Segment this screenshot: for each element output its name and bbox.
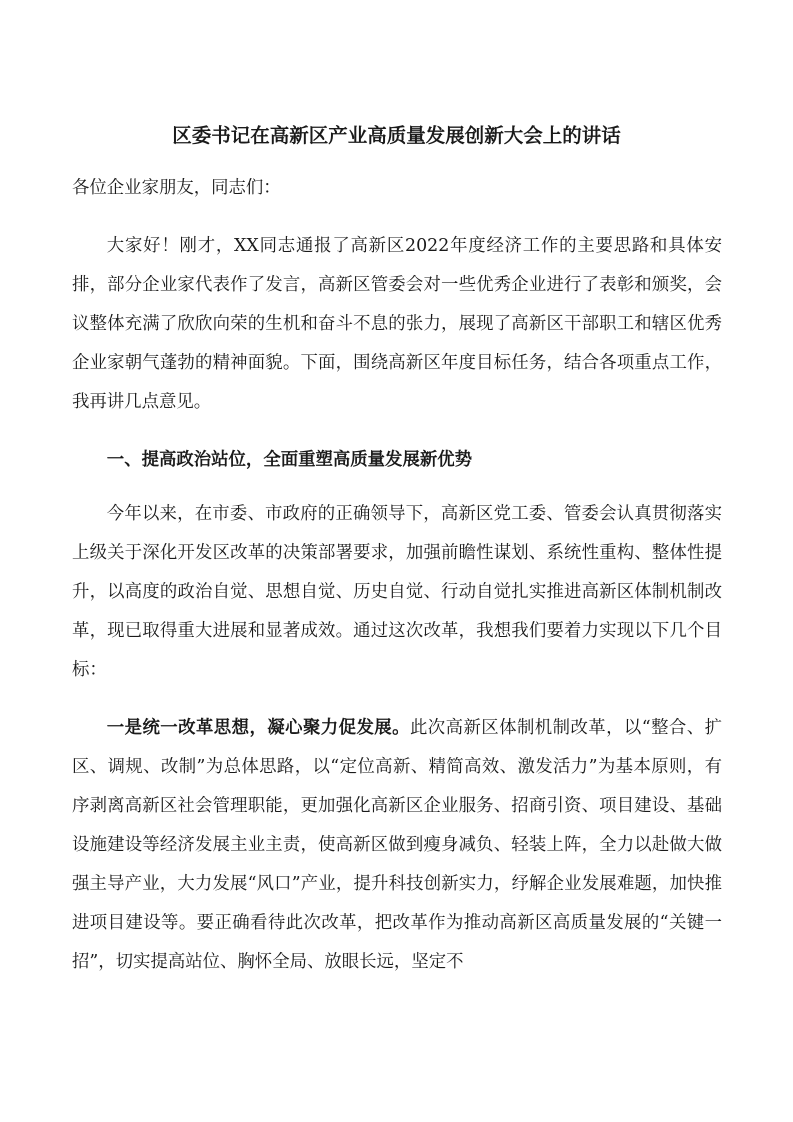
point-1-lead: 一是统一改革思想，凝心聚力促发展。 [106,718,410,738]
intro-paragraph: 大家好！刚才，XX同志通报了高新区2022年度经济工作的主要思路和具体安排，部分企业家代表作了发言，高新区管委会对一些优秀企业进行了表彰和颁奖，会议整体充满了欣欣向荣的生机和奋斗不息的张力，展现了高新区干部职工和辖区优秀企业家朝气蓬勃的精神面貌。下面，围绕高新区年度目标任务，结合各项重点工作，我再讲几点意见。 [72,236,722,412]
salutation: 各位企业家朋友，同志们： [72,178,281,198]
point-1-paragraph [72,709,722,982]
section-1-heading: 一、提高政治站位，全面重塑高质量发展新优势 [106,450,473,470]
document-title: 区委书记在高新区产业高质量发展创新大会上的讲话 [172,124,621,147]
point-1-text: 此次高新区体制机制改革，以“整合、扩区、调规、改制”为总体思路，以“定位高新、精简高效、激发活力”为基本原则，有序剥离高新区社会管理职能，更加强化高新区企业服务、招商引资、项目建设、基础设施建设等经济发展主业主责，使高新区做到瘦身减负、轻装上阵，全力以赴做大做强主导产业，大力发展“风口”产业，提升科技创新实力，纾解企业发展难题，加快推进项目建设等。要正确看待此次改革，把改革作为推动高新区高质量发展的“关键一招”，切实提高站位、胸怀全局、放眼长远，坚定不 [72,718,722,972]
section-1-paragraph: 今年以来，在市委、市政府的正确领导下，高新区党工委、管委会认真贯彻落实上级关于深化开发区改革的决策部署要求，加强前瞻性谋划、系统性重构、整体性提升，以高度的政治自觉、思想自觉、历史自觉、行动自觉扎实推进高新区体制机制改革，现已取得重大进展和显著成效。通过这次改革，我想我们要着力实现以下几个目标： [72,504,722,680]
